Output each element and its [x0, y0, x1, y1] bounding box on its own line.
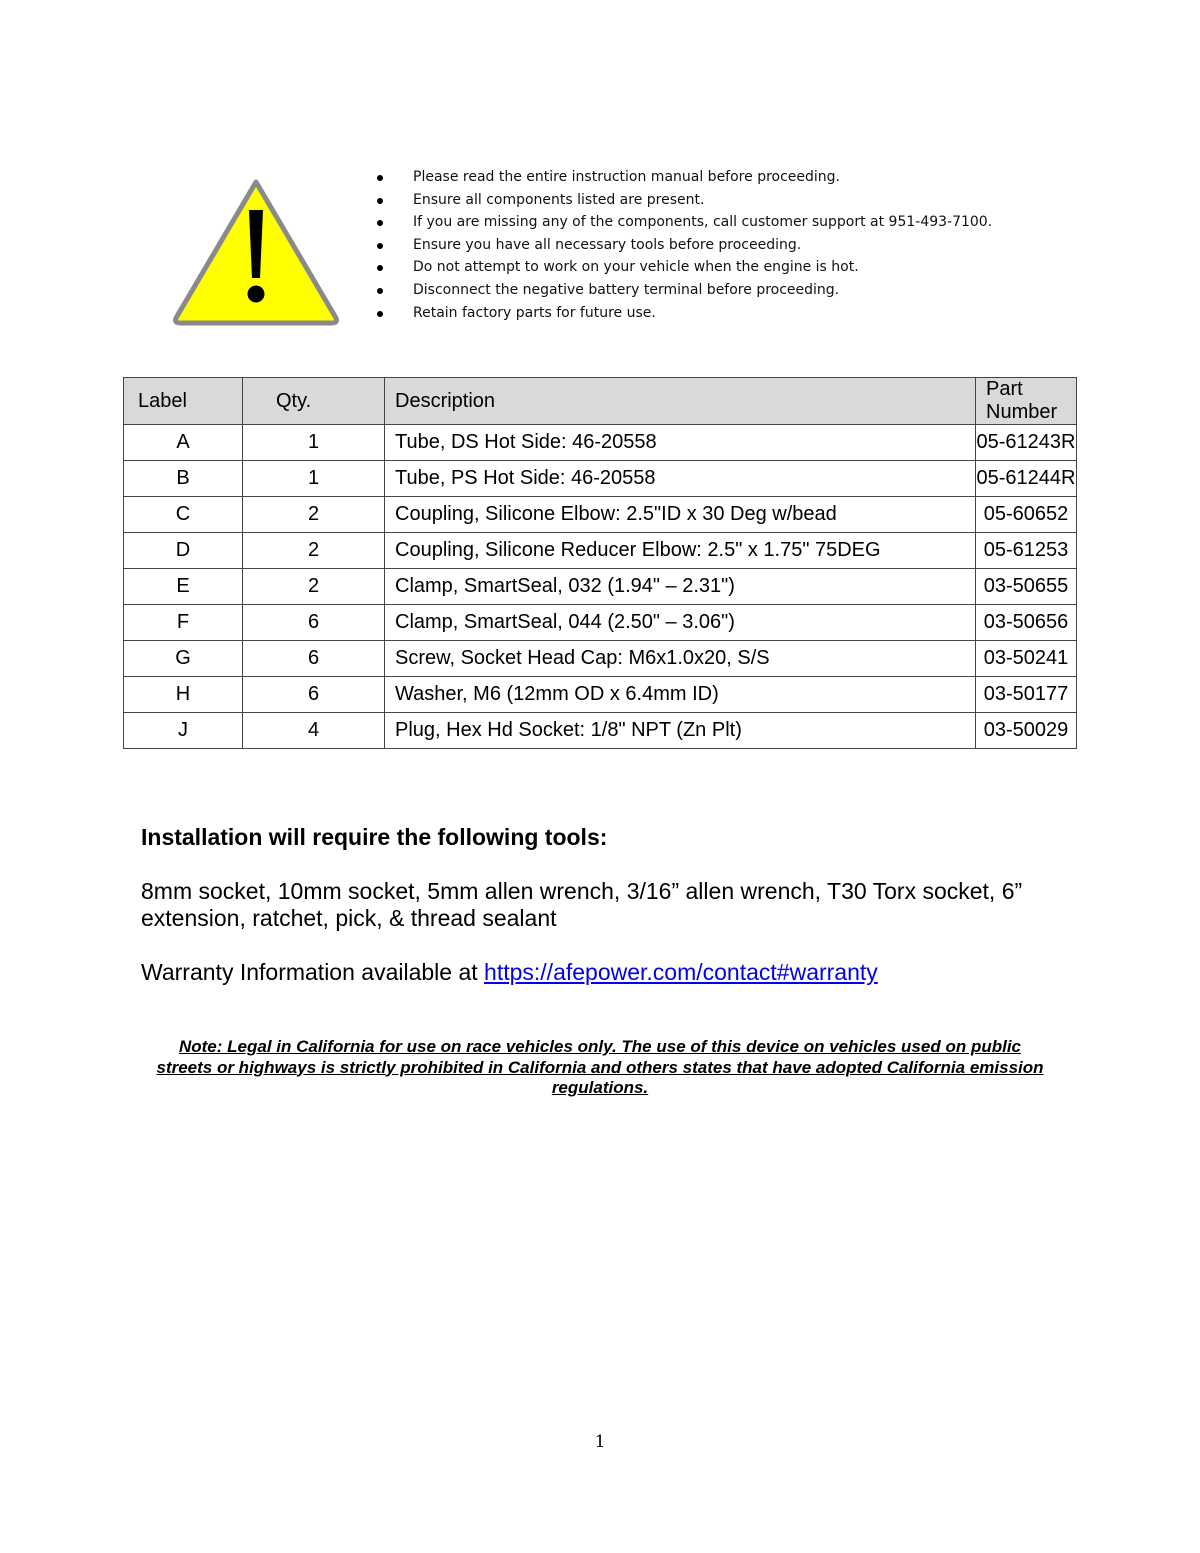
table-row — [124, 533, 1077, 569]
cell-qty: 6 — [243, 677, 385, 713]
cell-part-number: 03-50177 — [976, 677, 1077, 713]
bullet-text: Please read the entire instruction manual before proceeding. — [413, 169, 840, 185]
cell-qty: 1 — [243, 461, 385, 497]
cell-part-number: 03-50241 — [976, 641, 1077, 677]
cell-qty: 6 — [243, 605, 385, 641]
cell-part-number: 05-61244R — [976, 461, 1077, 497]
table-row — [124, 713, 1077, 749]
cell-label: B — [124, 461, 243, 497]
list-item — [376, 234, 992, 257]
cell-qty: 4 — [243, 713, 385, 749]
cell-part-number: 05-60652 — [976, 497, 1077, 533]
bullet-text: If you are missing any of the components, call customer support at 951-493-7100. — [413, 214, 993, 231]
bullet-icon — [377, 311, 383, 317]
list-item — [376, 279, 992, 302]
cell-part-number: 03-50655 — [976, 569, 1077, 605]
list-item — [376, 256, 992, 279]
column-header-qty: Qty. — [243, 378, 385, 425]
bullet-text: Do not attempt to work on your vehicle when the engine is hot. — [413, 259, 859, 276]
bullet-icon — [377, 288, 383, 294]
cell-part-number: 03-50029 — [976, 713, 1077, 749]
cell-label: E — [124, 569, 243, 605]
legal-note: Note: Legal in California for use on race vehicles only. The use of this device on vehicles used on public streets or highways is strictly prohibited in California and others states that have adopted California emission regulations. — [156, 1037, 1044, 1097]
cell-description: Plug, Hex Hd Socket: 1/8" NPT (Zn Plt) — [385, 713, 976, 749]
cell-label: D — [124, 533, 243, 569]
cell-description: Washer, M6 (12mm OD x 6.4mm ID) — [385, 677, 976, 713]
precaution-list — [376, 166, 992, 324]
bullet-text: Ensure all components listed are present. — [413, 191, 705, 208]
warranty-link[interactable]: https://afepower.com/contact#warranty — [484, 959, 878, 985]
cell-qty: 6 — [243, 641, 385, 677]
bullet-text: Ensure you have all necessary tools before proceeding. — [413, 236, 802, 253]
warranty-line — [141, 959, 878, 986]
bullet-icon — [377, 220, 383, 226]
cell-label: H — [124, 677, 243, 713]
table-row — [124, 461, 1077, 497]
cell-qty: 2 — [243, 497, 385, 533]
list-item — [376, 302, 992, 325]
column-header-label: Label — [124, 378, 243, 425]
warranty-label: Warranty Information available at — [141, 959, 485, 985]
cell-qty: 2 — [243, 569, 385, 605]
column-header-part-number: Part Number — [976, 378, 1077, 425]
table-row — [124, 497, 1077, 533]
table-row — [124, 641, 1077, 677]
cell-qty: 2 — [243, 533, 385, 569]
cell-description: Screw, Socket Head Cap: M6x1.0x20, S/S — [385, 641, 976, 677]
list-item — [376, 166, 992, 189]
warning-triangle-icon — [170, 176, 342, 328]
list-item — [376, 211, 992, 234]
parts-table — [123, 377, 1077, 749]
table-row — [124, 677, 1077, 713]
list-item — [376, 189, 992, 212]
cell-description: Coupling, Silicone Elbow: 2.5"ID x 30 Deg w/bead — [385, 497, 976, 533]
bullet-text: Retain factory parts for future use. — [413, 304, 656, 321]
cell-label: C — [124, 497, 243, 533]
table-row — [124, 569, 1077, 605]
tools-heading: Installation will require the following tools: — [141, 824, 608, 850]
bullet-icon — [377, 198, 383, 204]
table-row — [124, 425, 1077, 461]
cell-label: F — [124, 605, 243, 641]
cell-description: Clamp, SmartSeal, 044 (2.50" – 3.06") — [385, 605, 976, 641]
cell-qty: 1 — [243, 425, 385, 461]
bullet-icon — [377, 243, 383, 249]
cell-description: Tube, PS Hot Side: 46-20558 — [385, 461, 976, 497]
bullet-icon — [377, 175, 383, 181]
bullet-text: Disconnect the negative battery terminal before proceeding. — [413, 281, 840, 298]
cell-label: J — [124, 713, 243, 749]
cell-label: G — [124, 641, 243, 677]
cell-description: Clamp, SmartSeal, 032 (1.94" – 2.31") — [385, 569, 976, 605]
exclamation-dot — [248, 286, 265, 303]
table-header-row — [124, 378, 1077, 425]
page-number: 1 — [594, 1432, 606, 1452]
cell-description: Tube, DS Hot Side: 46-20558 — [385, 425, 976, 461]
cell-description: Coupling, Silicone Reducer Elbow: 2.5" x 1.75" 75DEG — [385, 533, 976, 569]
cell-label: A — [124, 425, 243, 461]
tools-list: 8mm socket, 10mm socket, 5mm allen wrench, 3/16” allen wrench, T30 Torx socket, 6” extension, ratchet, pick, & thread sealant — [141, 878, 1023, 931]
table-row — [124, 605, 1077, 641]
cell-part-number: 05-61253 — [976, 533, 1077, 569]
cell-part-number: 05-61243R — [976, 425, 1077, 461]
column-header-description: Description — [385, 378, 976, 425]
bullet-icon — [377, 265, 383, 271]
cell-part-number: 03-50656 — [976, 605, 1077, 641]
